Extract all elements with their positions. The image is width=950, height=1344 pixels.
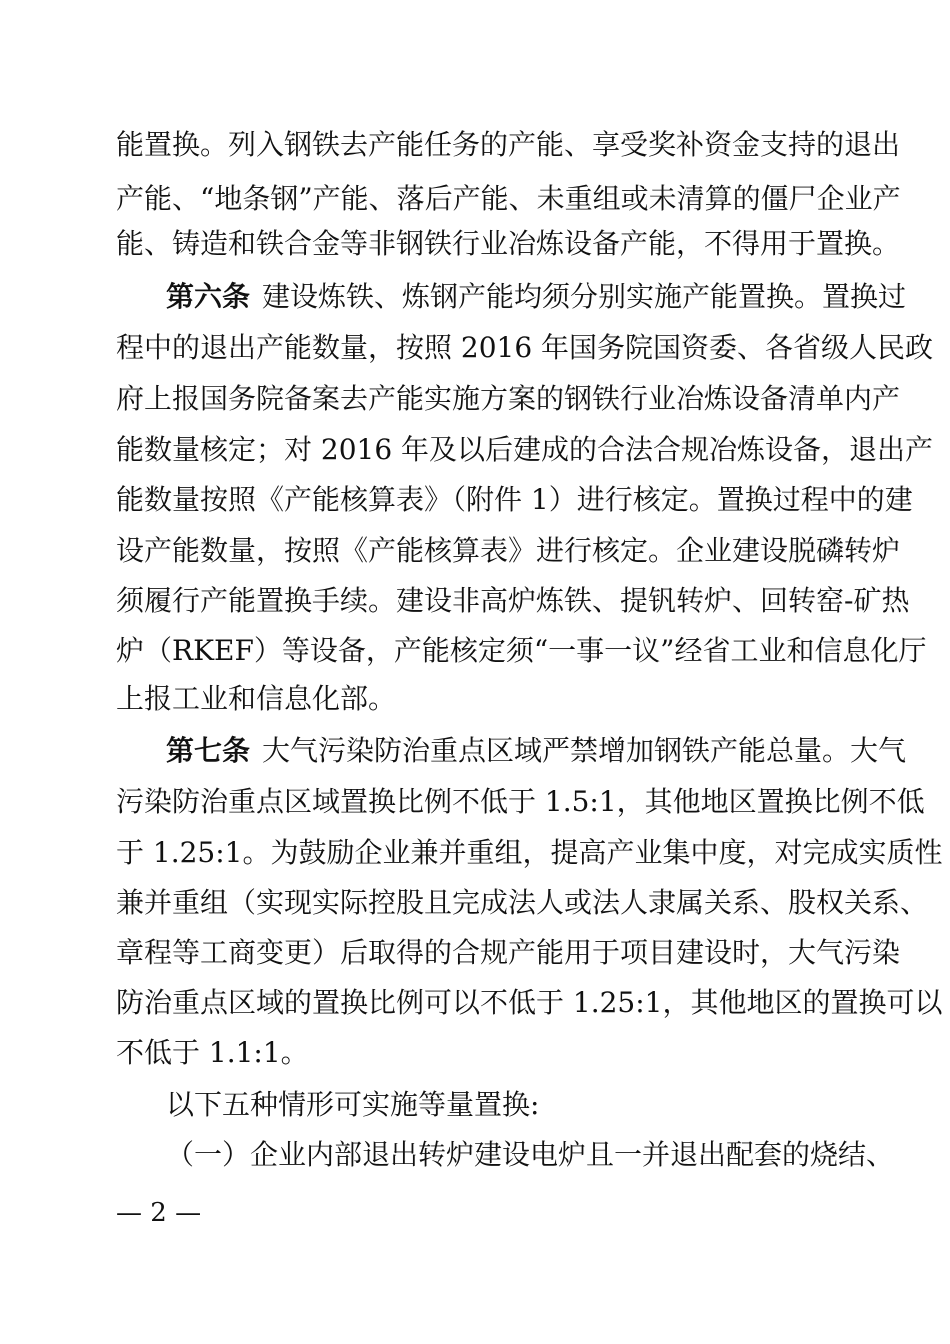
body-text-line: 设产能数量，按照《产能核算表》进行核定。企业建设脱磷转炉 (116, 534, 901, 567)
body-text-line: 能数量核定；对 2016 年及以后建成的合法合规冶炼设备，退出产 (116, 433, 934, 466)
body-text-line: 能置换。列入钢铁去产能任务的产能、享受奖补资金支持的退出 (116, 128, 901, 161)
body-text-line: 兼并重组（实现实际控股且完成法人或法人隶属关系、股权关系、 (116, 886, 929, 919)
body-text-line: 防治重点区域的置换比例可以不低于 1.25:1，其他地区的置换可以 (116, 986, 943, 1019)
body-text-line: 程中的退出产能数量，按照 2016 年国务院国资委、各省级人民政 (116, 331, 934, 364)
body-text-line: 炉（RKEF）等设备，产能核定须“一事一议”经省工业和信息化厅 (116, 634, 927, 667)
body-text-line: 府上报国务院备案去产能实施方案的钢铁行业冶炼设备清单内产 (116, 382, 901, 415)
body-text-line: 能数量按照《产能核算表》（附件 1）进行核定。置换过程中的建 (116, 483, 913, 516)
body-text-line: 产能、“地条钢”产能、落后产能、未重组或未清算的僵尸企业产 (116, 182, 901, 215)
body-text-line: 须履行产能置换手续。建设非高炉炼铁、提钒转炉、回转窑-矿热 (116, 584, 910, 617)
article-7-first-line (166, 729, 907, 773)
article-7-heading: 第七条 (166, 734, 251, 767)
body-text-line: 大气污染防治重点区域严禁增加钢铁产能总量。大气 (262, 734, 907, 767)
body-text-line: （一）企业内部退出转炉建设电炉且一并退出配套的烧结、 (166, 1138, 895, 1171)
article-6-first-line (166, 275, 907, 319)
body-text-line: 以下五种情形可实施等量置换: (166, 1088, 540, 1121)
body-text-line: 建设炼铁、炼钢产能均须分别实施产能置换。置换过 (262, 280, 907, 313)
body-text-line: 不低于 1.1:1。 (116, 1036, 309, 1069)
body-text-line: 于 1.25:1。为鼓励企业兼并重组，提高产业集中度，对完成实质性 (116, 836, 943, 869)
body-text-line: 能、铸造和铁合金等非钢铁行业冶炼设备产能，不得用于置换。 (116, 227, 901, 260)
page-number: — 2 — (116, 1198, 202, 1228)
body-text-line: 上报工业和信息化部。 (116, 682, 397, 715)
article-6-heading: 第六条 (166, 280, 251, 313)
body-text-line: 污染防治重点区域置换比例不低于 1.5:1，其他地区置换比例不低 (116, 785, 925, 818)
body-text-line: 章程等工商变更）后取得的合规产能用于项目建设时，大气污染 (116, 936, 901, 969)
